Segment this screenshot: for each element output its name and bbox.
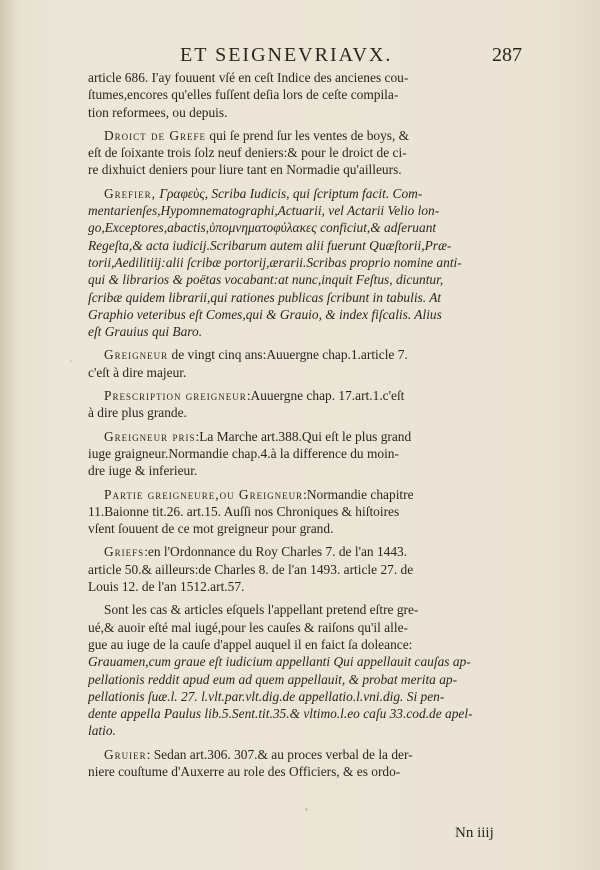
text-line: dente appella Paulus lib.5.Sent.tit.35.& vltimo.l.eo caſu 33.cod.de apel- (88, 706, 473, 722)
entry-grefier (88, 185, 520, 341)
text-line: iuge graigneur.Normandie chap.4.à la difference du moin- (88, 445, 399, 461)
text-line: Graphio veteribus eſt Comes,qui & Grauio, & index fiſcalis. Alius (88, 306, 442, 322)
entry-intro (88, 69, 520, 121)
entry-headword: Grefier, (104, 185, 157, 201)
entry-sont-les-cas (88, 601, 520, 739)
page-header (0, 44, 600, 70)
entry-greigneur (88, 346, 520, 381)
text-block (88, 69, 520, 780)
entry-droict-de-grefe (88, 127, 520, 179)
text-line: pellationis reddit apud eum ad quem appellauit, & probat merita ap- (88, 671, 458, 687)
entry-gruier (88, 746, 520, 781)
text-line: gue au iuge de la cauſe d'appel auquel il en faict ſa doleance: (88, 636, 413, 652)
entry-griefs (88, 543, 520, 595)
entry-headword: Greigneur (104, 347, 169, 363)
text-line: niere couſtume d'Auxerre au role des Officiers, & es ordo- (88, 763, 401, 779)
text-line: de vingt cinq ans:Auuergne chap.1.article 7. (168, 347, 408, 363)
entry-headword: Gruier (104, 746, 147, 762)
text-line: eſt de ſoixante trois ſolz neuf deniers:& pour le droict de ci- (88, 145, 407, 161)
text-line: Regeſta,& acta iudicij.Scribarum autem alii fuerunt Quæſtorii,Præ- (88, 237, 452, 253)
running-title: ET SEIGNEVRIAVX. (180, 44, 393, 66)
text-line: eſt Grauius qui Baro. (88, 324, 203, 340)
text-line: mentarienſes,Hypomnematographi,Actuarii, vel Actarii Velio lon- (88, 203, 440, 219)
entry-greigneur-pris (88, 428, 520, 480)
entry-headword: Partie greigneure,ou Greigneur (104, 486, 304, 502)
text-line: ſcribæ quidem librarii,qui rationes publicas ſcribunt in tabulis. At (88, 289, 442, 305)
text-line: article 686. I'ay fouuent vſé en ceſt Indice des ancienes cou- (88, 70, 409, 85)
text-line: go,Exceptores,abactis,ὑπομνηματοφύλακες conficiut,& adſeruant (88, 220, 437, 236)
text-line: :Normandie chapitre (303, 486, 414, 502)
signature-mark: Nn iiij (455, 825, 494, 841)
text-line: qui ſe prend ſur les ventes de boys, & (206, 127, 410, 143)
text-line: c'eſt à dire majeur. (88, 364, 187, 380)
text-line: latio. (88, 723, 116, 739)
text-line: Grauamen,cum graue eſt iudicium appellanti Qui appellauit cauſas ap- (88, 654, 471, 670)
text-line: tion reformees, ou depuis. (88, 104, 228, 120)
entry-partie-greigneure (88, 486, 520, 538)
entry-headword: Prescription greigneur (104, 388, 247, 404)
text-line: torii,Aedilitiij:alii ſcribæ portorij,ærarii.Scribas proprio nomine anti- (88, 254, 462, 270)
text-line: Γραφεὺς, Scriba Iudicis, qui ſcriptum facit. Com- (156, 185, 423, 201)
text-line: Louis 12. de l'an 1512.art.57. (88, 579, 245, 595)
entry-headword: Griefs (104, 544, 145, 560)
entry-headword: Droict de Grefe (104, 127, 207, 143)
text-line: vſent ſouuent de ce mot greigneur pour grand. (88, 521, 334, 537)
text-line: Sont les cas & articles eſquels l'appellant pretend eſtre gre- (104, 602, 419, 618)
ink-spot (70, 360, 72, 362)
text-line: pellationis ſuæ.l. 27. l.vlt.par.vlt.dig.de appellatio.l.vni.dig. Si pen- (88, 688, 445, 704)
text-line: :Auuergne chap. 17.art.1.c'eſt (246, 388, 405, 404)
text-line: :en l'Ordonnance du Roy Charles 7. de l'an 1443. (144, 544, 408, 560)
text-line: article 50.& ailleurs:de Charles 8. de l'an 1493. article 27. de (88, 561, 414, 577)
text-line: dre iuge & inferieur. (88, 463, 198, 479)
page-number: 287 (492, 44, 522, 66)
text-line: à dire plus grande. (88, 405, 187, 421)
entry-prescription-greigneur (88, 387, 520, 422)
text-line: qui & librarios & poëtas vocabant:at nunc,inquit Feſtus, dicuntur, (88, 272, 444, 288)
text-line: re dixhuict deniers pour liure tant en Normadie qu'ailleurs. (88, 162, 402, 178)
entry-headword: Greigneur pris (104, 428, 196, 444)
ink-spot (305, 808, 308, 811)
text-line: :La Marche art.388.Qui eſt le plus grand (195, 428, 412, 444)
text-line: ſtumes,encores qu'elles fuſſent deſia lors de ceſte compila- (88, 87, 399, 103)
text-line: 11.Baionne tit.26. art.15. Auſſi nos Chroniques & hiſtoires (88, 503, 400, 519)
text-line: ué,& auoir eſté mal iugé,pour les cauſes & raiſons qu'il alle- (88, 619, 408, 635)
text-line: : Sedan art.306. 307.& au proces verbal de la der- (146, 746, 413, 762)
